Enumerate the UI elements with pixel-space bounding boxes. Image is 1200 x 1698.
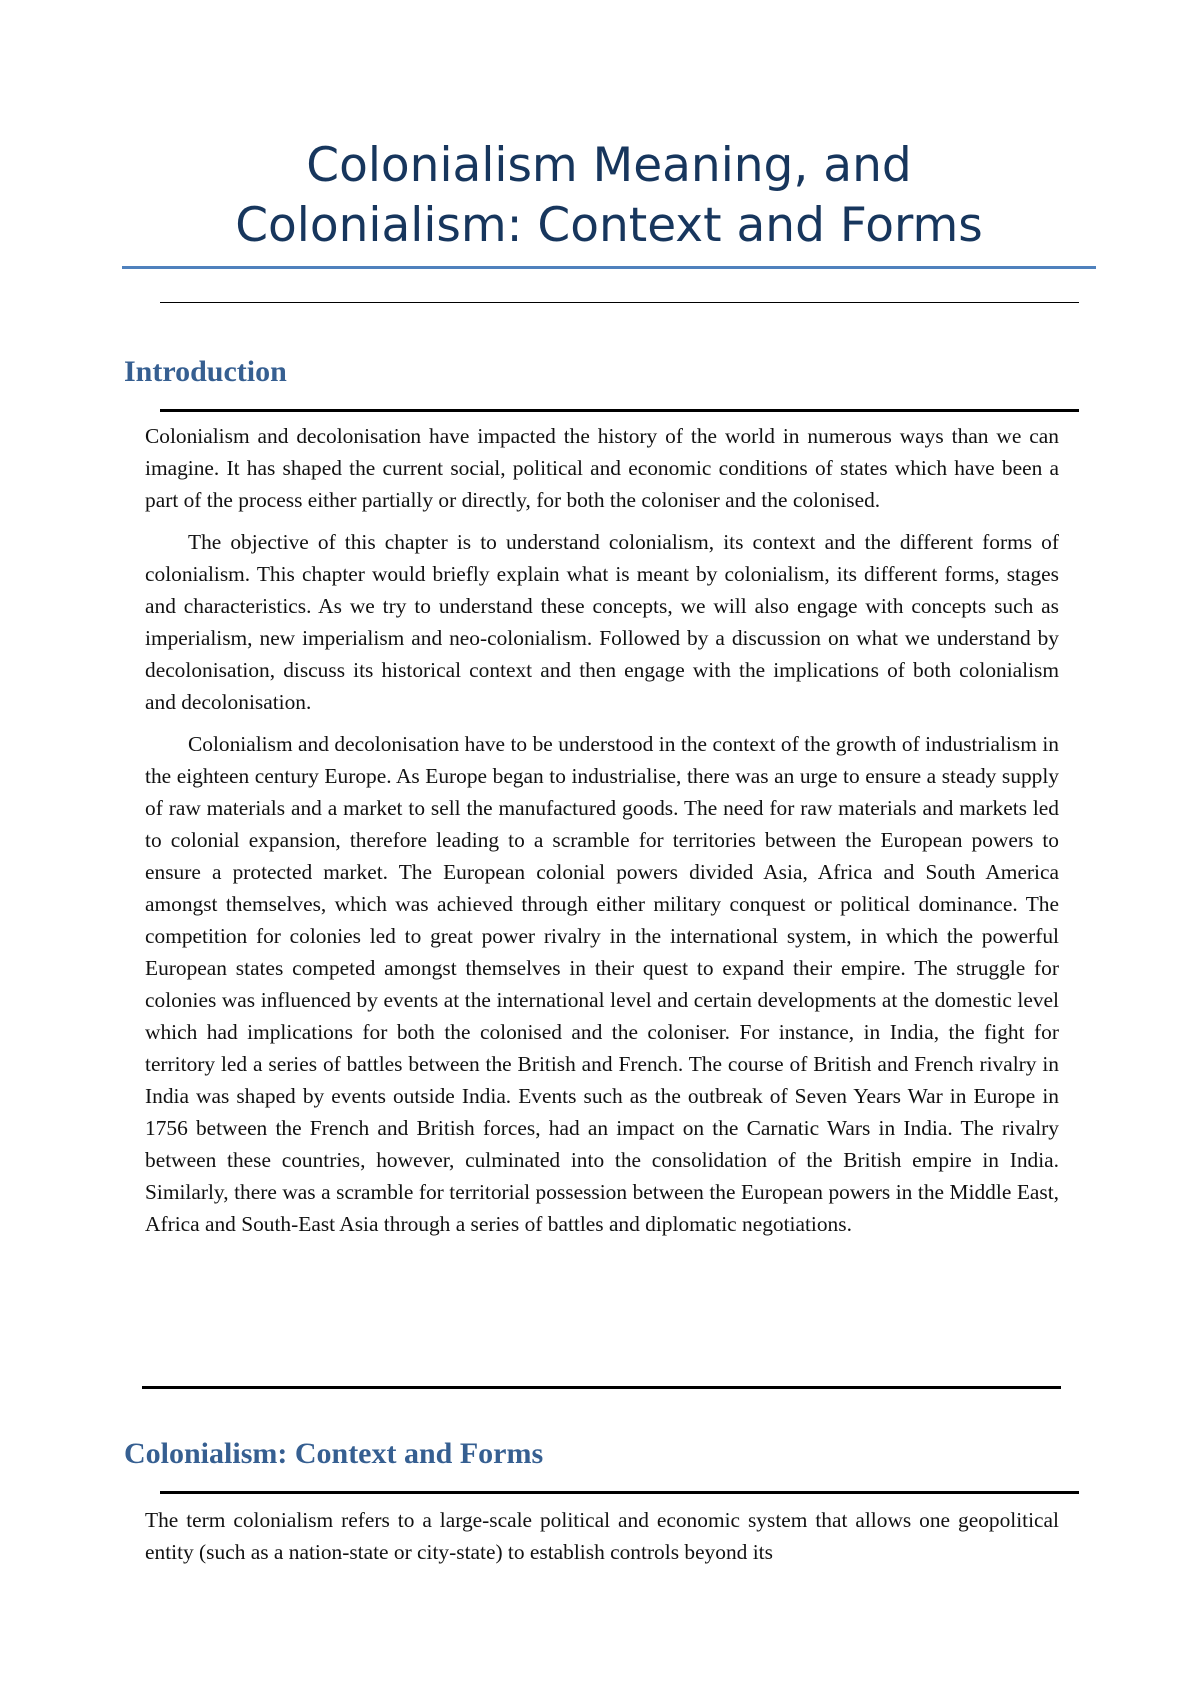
paragraph: Colonialism and decolonisation have to be understood in the context of the growth of industrialism in the eighteen century Europe. As Europe began to industrialise, there was an urge to ensure a steady supply of raw materials and a market to sell the manufactured goods. The need for raw materials and markets led to colonial expansion, therefore leading to a scramble for territories between the European powers to ensure a protected market. The European colonial powers divided Asia, Africa and South America amongst themselves, which was achieved through either military conquest or political dominance. The competition for colonies led to great power rivalry in the international system, in which the powerful European states competed amongst themselves in their quest to expand their empire. The struggle for colonies was influenced by events at the international level and certain developments at the domestic level which had implications for both the colonised and the coloniser. For instance, in India, the fight for territory led a series of battles between the British and French. The course of British and French rivalry in India was shaped by events outside India. Events such as the outbreak of Seven Years War in Europe in 1756 between the French and British forces, had an impact on the Carnatic Wars in India. The rivalry between these countries, however, culminated into the consolidation of the British empire in India. Similarly, there was a scramble for territorial possession between the European powers in the Middle East, Africa and South-East Asia through a series of battles and diplomatic negotiations. [145, 732, 1059, 1236]
section-heading-introduction: Introduction [124, 355, 287, 388]
section-rule-context-and-forms [160, 1491, 1079, 1494]
document-title [122, 136, 1096, 256]
paragraph: Colonialism and decolonisation have impacted the history of the world in numerous ways than we can imagine. It has shaped the current social, political and economic conditions of states which have been a part of the process either partially or directly, for both the coloniser and the colonised. [145, 424, 1059, 512]
introduction-body [145, 420, 1059, 1250]
section-rule-introduction [160, 409, 1079, 412]
title-line-1: Colonialism Meaning, and [306, 138, 912, 193]
context-and-forms-body [145, 1504, 1059, 1578]
title-underline [122, 266, 1096, 269]
section-end-rule [142, 1386, 1061, 1389]
paragraph: The objective of this chapter is to understand colonialism, its context and the different forms of colonialism. This chapter would briefly explain what is meant by colonialism, its different forms, stages and characteristics. As we try to understand these concepts, we will also engage with concepts such as imperialism, new imperialism and neo-colonialism. Followed by a discussion on what we understand by decolonisation, discuss its historical context and then engage with the implications of both colonialism and decolonisation. [145, 530, 1059, 714]
title-divider [160, 302, 1079, 303]
paragraph: The term colonialism refers to a large-scale political and economic system that allows one geopolitical entity (such as a nation-state or city-state) to establish controls beyond its [145, 1508, 1059, 1564]
section-heading-context-and-forms: Colonialism: Context and Forms [124, 1437, 544, 1470]
title-line-2: Colonialism: Context and Forms [235, 198, 983, 253]
